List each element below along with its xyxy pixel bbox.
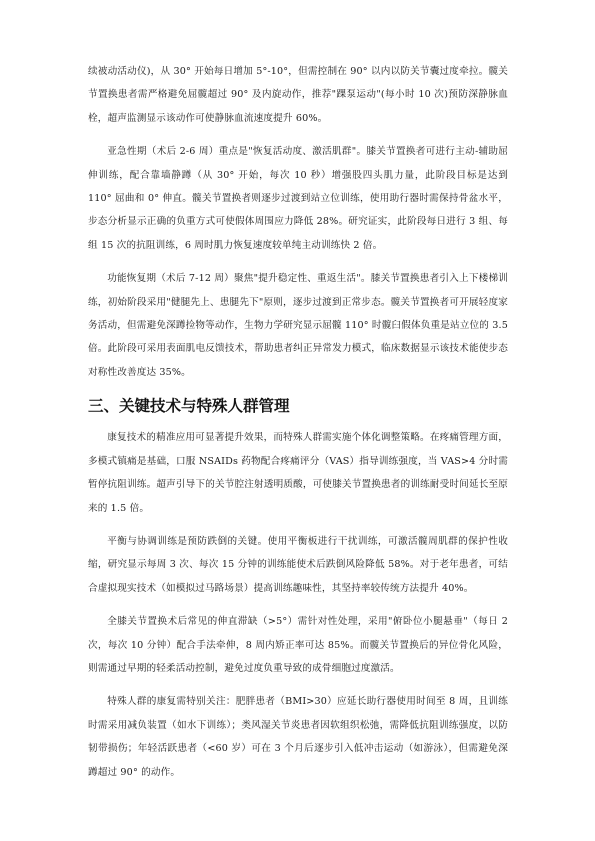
document-body [88, 60, 508, 794]
paragraph-subacute-phase: 亚急性期（术后 2-6 周）重点是"恢复活动度、激活肌群"。膝关节置换者可进行主动-辅助屈伸训练，配合靠墙静蹲（从 30° 开始，每次 10 秒）增强股四头肌力量，此阶段目标是达到 110° 屈曲和 0° 伸直。髋关节置换者则逐步过渡到站立位训练，使用助行器时需保持骨盆水平，步态分析显示正确的负重方式可使假体周围应力降低 28%。研究证实，此阶段每日进行 3 组、每组 15 次的抗阻训练，6 周时肌力恢复速度较单纯主动训练快 2 倍。 [88, 146, 508, 251]
paragraph-pain-management: 康复技术的精准应用可显著提升效果，而特殊人群需实施个体化调整策略。在疼痛管理方面，多模式镇痛是基础，口服 NSAIDs 药物配合疼痛评分（VAS）指导训练强度，当 VAS>4 分时需暂停抗阻训练。超声引导下的关节腔注射透明质酸，可使膝关节置换患者的训练耐受时间延长至原来的 1.5 倍。 [88, 432, 508, 514]
paragraph-special-populations: 特殊人群的康复需特别关注：肥胖患者（BMI>30）应延长助行器使用时间至 8 周，且训练时需采用减负装置（如水下训练）；类风湿关节炎患者因软组织松弛，需降低抗阻训练强度，以防韧带损伤；年轻活跃患者（<60 岁）可在 3 个月后逐步引入低冲击运动（如游泳），但需避免深蹲超过 90° 的动作。 [88, 696, 508, 778]
paragraph-continuation: 续被动活动仪)，从 30° 开始每日增加 5°-10°，但需控制在 90° 以内以防关节囊过度牵拉。髋关节置换患者需严格避免屈髋超过 90° 及内旋动作，推荐"踝泵运动"(每小时 10 次)预防深静脉血栓，超声监测显示该动作可使静脉血流速度提升 60%。 [88, 66, 508, 124]
paragraph-functional-recovery-phase: 功能恢复期（术后 7-12 周）聚焦"提升稳定性、重返生活"。膝关节置换患者引入上下楼梯训练，初始阶段采用"健腿先上、患腿先下"原则，逐步过渡到正常步态。髋关节置换者可开展轻度家务活动，但需避免深蹲捡物等动作，生物力学研究显示屈髋 110° 时髋臼假体负重是站立位的 3.5 倍。此阶段可采用表面肌电反馈技术，帮助患者纠正异常发力模式，临床数据显示该技术能使步态对称性改善度达 35%。 [88, 273, 508, 378]
section-heading: 三、关键技术与特殊人群管理 [88, 397, 290, 416]
paragraph-balance-training: 平衡与协调训练是预防跌倒的关键。使用平衡板进行干扰训练，可激活髋周肌群的保护性收缩，研究显示每周 3 次、每次 15 分钟的训练能使术后跌倒风险降低 58%。对于老年患者，可结合虚拟现实技术（如模拟过马路场景）提高训练趣味性，其坚持率较传统方法提升 40%。 [88, 535, 508, 594]
paragraph-extension-lag: 全膝关节置换术后常见的伸直滞缺（>5°）需针对性处理，采用"俯卧位小腿悬垂"（每日 2 次，每次 10 分钟）配合手法牵伸，8 周内矫正率可达 85%。而髋关节置换后的异位骨化风险，则需通过早期的轻柔活动控制，避免过度负重导致的成骨细胞过度激活。 [88, 616, 508, 674]
